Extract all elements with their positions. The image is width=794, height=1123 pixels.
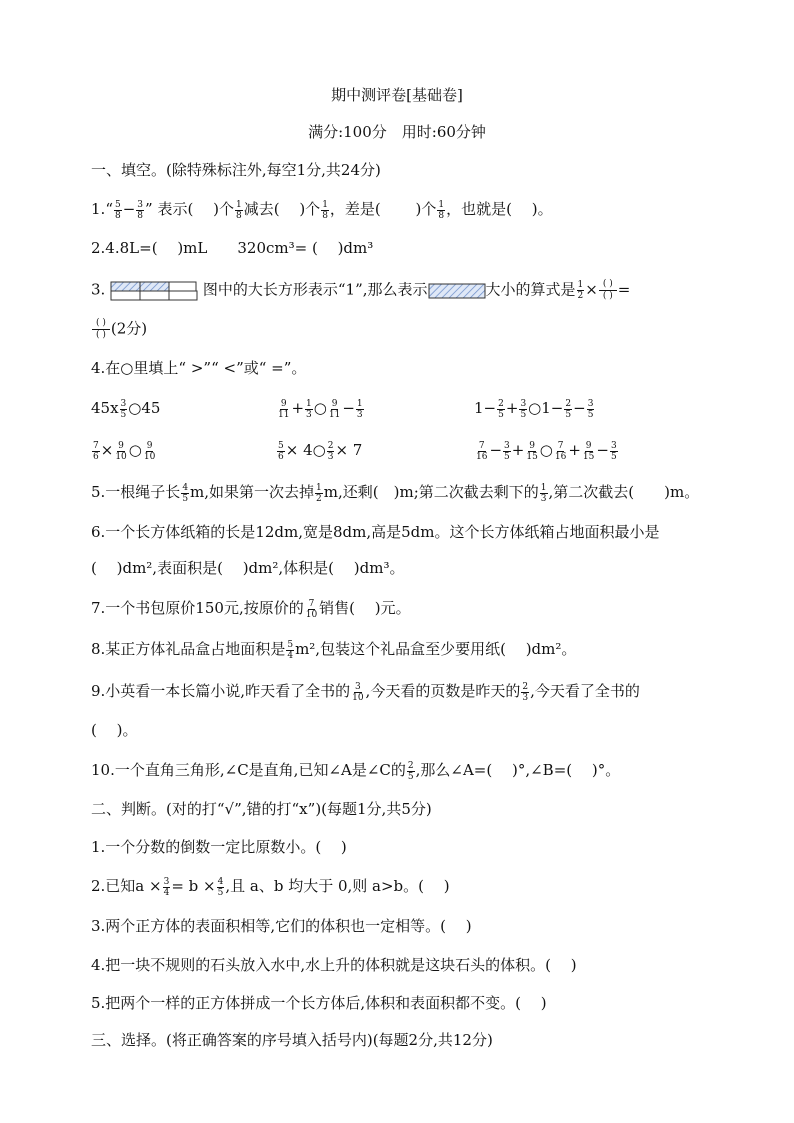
- q1-9-cont: ( )。: [91, 721, 138, 739]
- blank-fraction: ( ) ( ): [92, 318, 110, 341]
- section3-heading: 三、选择。(将正确答案的序号填入括号内)(每题2分,共12分): [91, 1031, 493, 1049]
- fraction: $\frac{1}{8}$: [322, 199, 328, 221]
- q1-3: 3. 图中的大长方形表示“1”,那么表示 大小的算式是 $\frac{1}{2}$ × ( ) ( ) =: [91, 279, 631, 301]
- hatched-rectangle-icon: [428, 283, 486, 299]
- q1-7: 7.一个书包原价150元,按原价的 $\frac{7}{10}$ 销售( )元。: [91, 598, 411, 620]
- compare-a2: $\frac{9}{11}$ + $\frac{1}{3}$ ○ $\frac{9}{11}$ − $\frac{1}{3}$: [278, 398, 363, 420]
- section1-heading: 一、填空。(除特殊标注外,每空1分,共24分): [91, 161, 381, 179]
- q1-10: 10.一个直角三角形,∠C是直角,已知∠A是∠C的 $\frac{2}{5}$ ,那么∠A=( )°,∠B=( )°。: [91, 760, 621, 782]
- compare-b2: $\frac{5}{6}$ × 4○ $\frac{2}{3}$ × 7: [278, 440, 363, 462]
- section2-heading: 二、判断。(对的打“√”,错的打“x”)(每题1分,共5分): [91, 800, 432, 818]
- compare-b3: $\frac{7}{16}$ − $\frac{3}{5}$ + $\frac{9}{15}$ ○ $\frac{7}{16}$ + $\frac{9}{15}$ − $\frac{3}{5}$: [476, 440, 617, 462]
- q1-8: 8.某正方体礼品盒占地面积是 $\frac{5}{4}$ m²,包装这个礼品盒至少要用纸( )dm²。: [91, 639, 577, 661]
- compare-a3: 1− $\frac{2}{5}$ + $\frac{3}{5}$ ○1− $\frac{2}{5}$ − $\frac{3}{5}$: [474, 398, 594, 420]
- q1-9: 9.小英看一本长篇小说,昨天看了全书的 $\frac{3}{10}$ ,今天看的页数是昨天的 $\frac{2}{3}$ ,今天看了全书的: [91, 681, 640, 703]
- q1-4-title: 4.在○里填上“ >”“ <”或“ =”。: [91, 359, 307, 377]
- q1-2: 2.4.8L=( )mL 320cm³= ( )dm³: [91, 239, 374, 257]
- fraction: $\frac{1}{8}$: [438, 199, 445, 221]
- compare-b1: $\frac{7}{6}$ × $\frac{9}{10}$ ○ $\frac{9}{10}$: [93, 440, 156, 462]
- q1-3-cont: ( ) ( ) (2分): [91, 318, 147, 341]
- judge-1: 1.一个分数的倒数一定比原数小。( ): [91, 838, 347, 856]
- q1-5: 5.一根绳子长 $\frac{4}{5}$ m,如果第一次去掉 $\frac{1}{2}$ m,还剩( )m;第二次截去剩下的 $\frac{1}{3}$ ,第二次截去( )m。: [91, 482, 700, 504]
- q1-1: 1.“ $\frac{5}{8}$ − $\frac{3}{8}$ ” 表示( )个 $\frac{1}{8}$ 减去( )个 $\frac{1}{8}$ ，差是( )个 $\frac{1}{8}$ ，也就是( )。: [91, 199, 553, 221]
- fraction: $\frac{1}{2}$: [577, 280, 584, 301]
- page-title: 期中测评卷[基础卷]: [331, 86, 463, 104]
- fraction: $\frac{1}{8}$: [235, 199, 242, 221]
- page-subtitle: 满分:100分 用时:60分钟: [308, 123, 486, 141]
- judge-5: 5.把两个一样的正方体拼成一个长方体后,体积和表面积都不变。( ): [91, 994, 547, 1012]
- fraction: $\frac{5}{8}$: [114, 199, 121, 221]
- judge-3: 3.两个正方体的表面积相等,它们的体积也一定相等。( ): [91, 917, 472, 935]
- q1-6-cont: ( )dm²,表面积是( )dm²,体积是( )dm³。: [91, 559, 405, 577]
- compare-a1: 45x $\frac{3}{5}$ ○45: [91, 398, 161, 420]
- grid-rectangle-figure: [110, 281, 198, 301]
- judge-2: 2.已知a × $\frac{3}{4}$ = b × $\frac{4}{5}$ ,且 a、b 均大于 0,则 a>b。( ): [91, 876, 450, 898]
- fraction: $\frac{3}{8}$: [137, 199, 144, 221]
- blank-fraction: ( ) ( ): [599, 279, 617, 302]
- q1-6: 6.一个长方体纸箱的长是12dm,宽是8dm,高是5dm。这个长方体纸箱占地面积最小是: [91, 523, 660, 541]
- judge-4: 4.把一块不规则的石头放入水中,水上升的体积就是这块石头的体积。( ): [91, 956, 577, 974]
